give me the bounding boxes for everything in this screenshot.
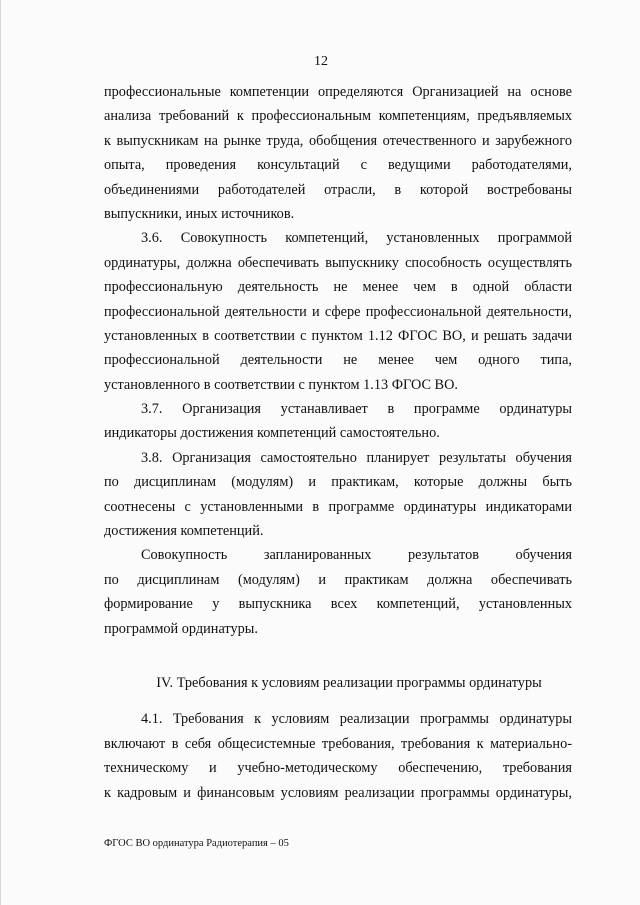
paragraph-learning-outcomes xyxy=(104,543,572,641)
text-line: профессиональной деятельности не менее чем одного типа, xyxy=(104,352,572,369)
paragraph-4-1 xyxy=(104,707,572,805)
text-line: Совокупность запланированных результатов обучения xyxy=(141,547,572,564)
page-number: 12 xyxy=(314,54,328,69)
text-line: профессиональной деятельности и сфере профессиональной деятельности, xyxy=(104,303,572,320)
text-line: профессиональные компетенции определяются Организацией на основе xyxy=(104,84,572,100)
spacer xyxy=(104,641,572,671)
text-line: профессиональную деятельность не менее чем в одной области xyxy=(104,279,572,296)
text-line: по дисциплинам (модулям) и практикам должна обеспечивать xyxy=(104,571,572,588)
text-line: включают в себя общесистемные требования, требования к материально- xyxy=(104,735,572,752)
text-line: соотнесены с установленными в программе ординатуры индикаторами xyxy=(104,498,572,515)
text-line: 3.6. Совокупность компетенций, установленных программой xyxy=(141,230,572,247)
paragraph-3-7 xyxy=(104,397,572,446)
text-line: по дисциплинам (модулям) и практикам, которые должны быть xyxy=(104,474,572,491)
text-line: ординатуры, должна обеспечивать выпускнику способность осуществлять xyxy=(104,254,572,271)
text-line: 3.7. Организация устанавливает в программе ординатуры xyxy=(141,401,572,418)
text-line: программой ординатуры. xyxy=(104,620,258,637)
text-line: установленного в соответствии с пунктом 1.13 ФГОС ВО. xyxy=(104,376,458,393)
text-line: индикаторы достижения компетенций самостоятельно. xyxy=(104,425,440,442)
section-heading: IV. Требования к условиям реализации программы ординатуры xyxy=(156,674,542,691)
paragraph-3-6 xyxy=(104,226,572,397)
text-line: формирование у выпускника всех компетенций, установленных xyxy=(104,596,572,613)
text-line: 3.8. Организация самостоятельно планирует результаты обучения xyxy=(141,449,572,466)
text-line: достижения компетенций. xyxy=(104,523,264,540)
text-line: к выпускникам на рынке труда, обобщения отечественного и зарубежного xyxy=(104,132,572,149)
paragraph-3-8 xyxy=(104,446,572,544)
text-line: анализа требований к профессиональным компетенциям, предъявляемых xyxy=(104,108,572,125)
spacer xyxy=(104,695,572,707)
text-line: техническому и учебно-методическому обеспечению, требования xyxy=(104,760,572,777)
text-line: к кадровым и финансовым условиям реализации программы ординатуры, xyxy=(104,784,572,801)
text-line: объединениями работодателей отрасли, в которой востребованы xyxy=(104,181,572,198)
page-footer: ФГОС ВО ординатура Радиотерапия – 05 xyxy=(104,838,289,849)
text-line: 4.1. Требования к условиям реализации программы ординатуры xyxy=(141,711,572,728)
document-body xyxy=(104,80,572,805)
text-line: установленных в соответствии с пунктом 1.12 ФГОС ВО, и решать задачи xyxy=(104,327,572,344)
text-line: опыта, проведения консультаций с ведущими работодателями, xyxy=(104,157,572,174)
text-line: выпускники, иных источников. xyxy=(104,205,295,222)
paragraph-continuation xyxy=(104,80,572,226)
